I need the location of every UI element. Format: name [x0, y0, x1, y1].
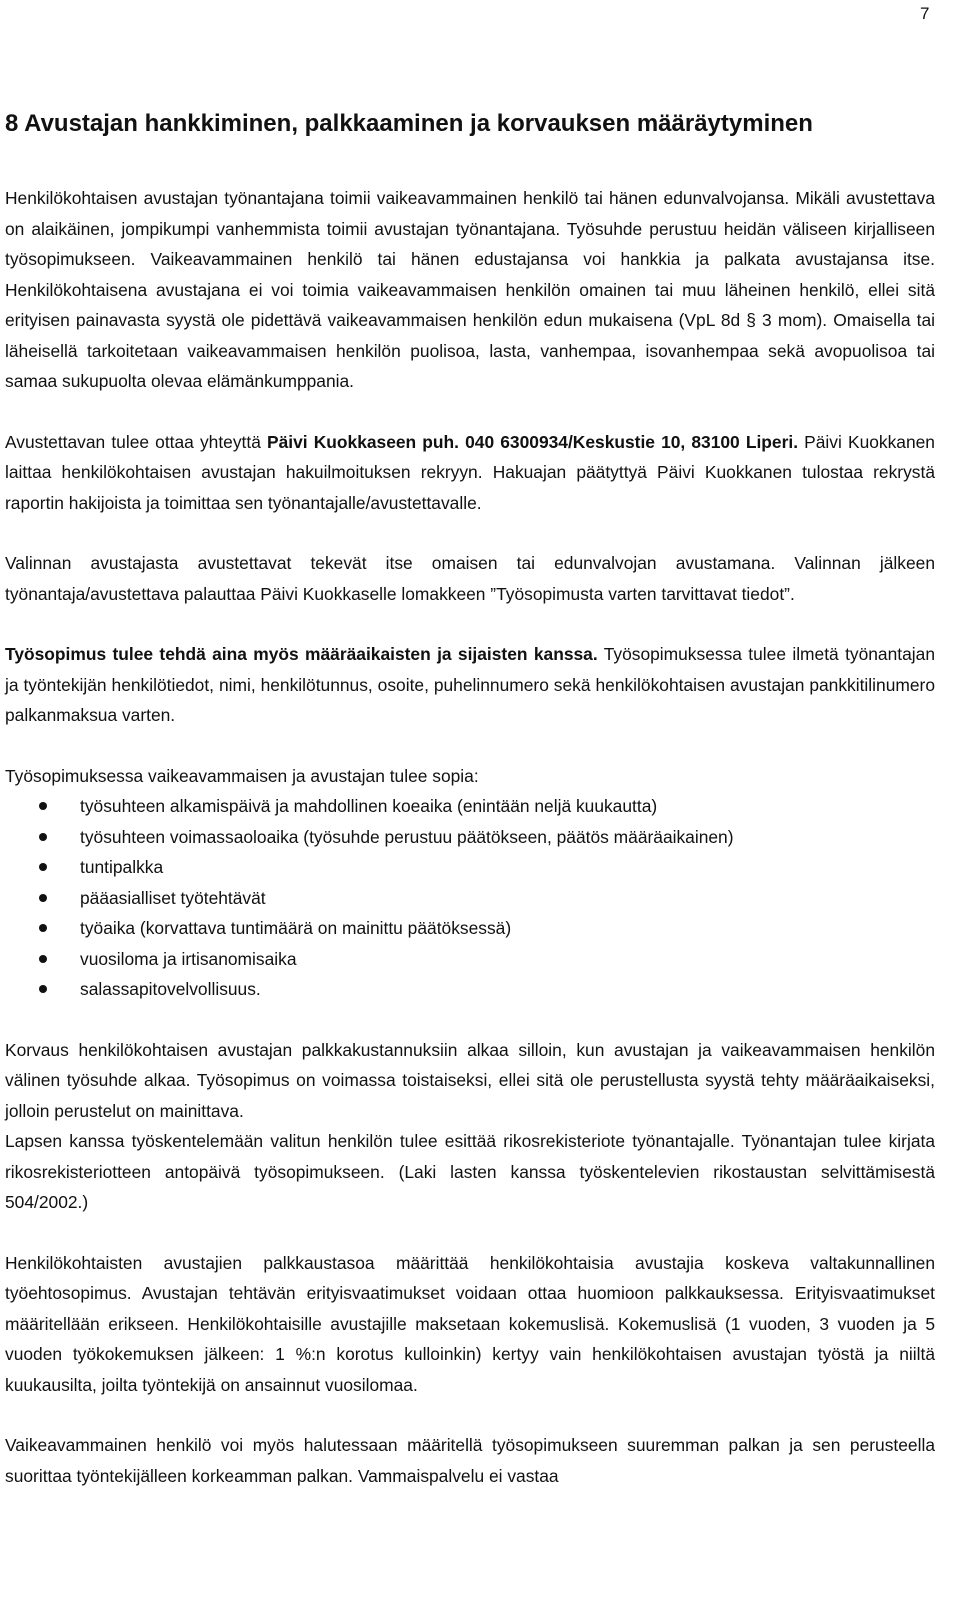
- contract-terms-intro: Työsopimuksessa vaikeavammaisen ja avustajan tulee sopia:: [5, 765, 479, 786]
- contact-intro-text: Avustettavan tulee ottaa yhteyttä: [5, 431, 267, 452]
- list-item: tuntipalkka: [5, 852, 935, 883]
- page-content: [5, 183, 935, 1491]
- contact-details: Päivi Kuokkaseen puh. 040 6300934/Keskustie 10, 83100 Liperi.: [267, 431, 799, 452]
- paragraph-criminal-record: Lapsen kanssa työskentelemään valitun henkilön tulee esittää rikosrekisteriote työnantajalle. Työnantajan tulee kirjata rikosrekisteriotteen antopäivä työsopimukseen. (Laki lasten kanssa työskentelevien rikostaustan selvittämisestä 504/2002.): [5, 1131, 935, 1212]
- list-item: salassapitovelvollisuus.: [5, 974, 935, 1005]
- bullet-icon: [39, 955, 47, 963]
- paragraph-pay-level: Henkilökohtaisten avustajien palkkaustasoa määrittää henkilökohtaisia avustajia koskeva valtakunnallinen työehtosopimus. Avustajan tehtävän erityisvaatimukset voidaan ottaa huomioon palkkauksessa. Erityisvaatimukset määritellään erikseen. Henkilökohtaisille avustajille maksetaan kokemuslisä. Kokemuslisä (1 vuoden, 3 vuoden ja 5 vuoden työkokemuksen jälkeen: 1 %:n korotus kulloinkin) kertyy vain henkilökohtaisen avustajan työstä ja niiltä kuukausilta, joilta työntekijä on ansainnut vuosilomaa.: [5, 1252, 935, 1395]
- section-heading: 8 Avustajan hankkiminen, palkkaaminen ja korvauksen määräytyminen: [5, 110, 813, 137]
- list-item: työsuhteen alkamispäivä ja mahdollinen koeaika (enintään neljä kuukautta): [5, 791, 935, 822]
- contact-rest-text: Päivi Kuokkanen laittaa henkilökohtaisen avustajan hakuilmoituksen rekryyn. Hakuajan päätyttyä Päivi Kuokkanen tulostaa rekrystä raportin hakijoista ja toimittaa sen työnantajalle/avustettavalle.: [5, 431, 935, 513]
- paragraph-contact: [5, 427, 935, 519]
- paragraph-compensation: Korvaus henkilökohtaisen avustajan palkkakustannuksiin alkaa silloin, kun avustajan ja vaikeavammaisen henkilön välinen työsuhde alkaa. Työsopimus on voimassa toistaiseksi, ellei sitä ole perustellusta syystä tehty määräaikaiseksi, jolloin perustelut on mainittava.: [5, 1039, 935, 1121]
- paragraph-employer: Henkilökohtaisen avustajan työnantajana toimii vaikeavammainen henkilö tai hänen edunvalvojansa. Mikäli avustettava on alaikäinen, jompikumpi vanhemmista toimii avustajan työnantajana. Työsuhde perustuu heidän väliseen kirjalliseen työsopimukseen. Vaikeavammainen henkilö tai hänen edustajansa voi hankkia ja palkata avustajansa itse. Henkilökohtaisena avustajana ei voi toimia vaikeavammaisen henkilön omainen tai muu läheinen henkilö, ellei sitä erityisen painavasta syystä ole pidettävä vaikeavammaisen henkilön edun mukaisena (VpL 8d § 3 mom). Omaisella tai läheisellä tarkoitetaan vaikeavammaisen henkilön puolisoa, lasta, vanhempaa, isovanhempaa sekä avopuolisoa tai samaa sukupuolta olevaa elämänkumppania.: [5, 188, 935, 391]
- contract-details-text: Työsopimuksessa tulee ilmetä työnantajan ja työntekijän henkilötiedot, nimi, henkilötunnus, osoite, puhelinnumero sekä henkilökohtaisen avustajan pankkitilinumero palkanmaksua varten.: [5, 644, 935, 725]
- bullet-icon: [39, 894, 47, 902]
- contract-notice: Työsopimus tulee tehdä aina myös määräaikaisten ja sijaisten kanssa.: [5, 644, 598, 664]
- page-number: 7: [920, 4, 930, 23]
- list-item: pääasialliset työtehtävät: [5, 883, 935, 914]
- list-item: työsuhteen voimassaoloaika (työsuhde perustuu päätökseen, päätös määräaikainen): [5, 822, 935, 853]
- bullet-icon: [39, 863, 47, 871]
- paragraph-higher-pay: Vaikeavammainen henkilö voi myös halutessaan määritellä työsopimukseen suuremman palkan ja sen perusteella suorittaa työntekijälleen korkeamman palkan. Vammaispalvelu ei vastaa: [5, 1435, 935, 1486]
- bullet-icon: [39, 985, 47, 993]
- paragraph-contract: [5, 639, 935, 731]
- list-item: työaika (korvattava tuntimäärä on mainittu päätöksessä): [5, 913, 935, 944]
- bullet-icon: [39, 924, 47, 932]
- bullet-icon: [39, 802, 47, 810]
- paragraph-selection: Valinnan avustajasta avustettavat tekevät itse omaisen tai edunvalvojan avustamana. Valinnan jälkeen työnantaja/avustettava palauttaa Päivi Kuokkaselle lomakkeen ”Työsopimusta varten tarvittavat tiedot”.: [5, 553, 935, 604]
- list-item: vuosiloma ja irtisanomisaika: [5, 944, 935, 975]
- bullet-icon: [39, 833, 47, 841]
- contract-terms-list: [5, 791, 935, 1005]
